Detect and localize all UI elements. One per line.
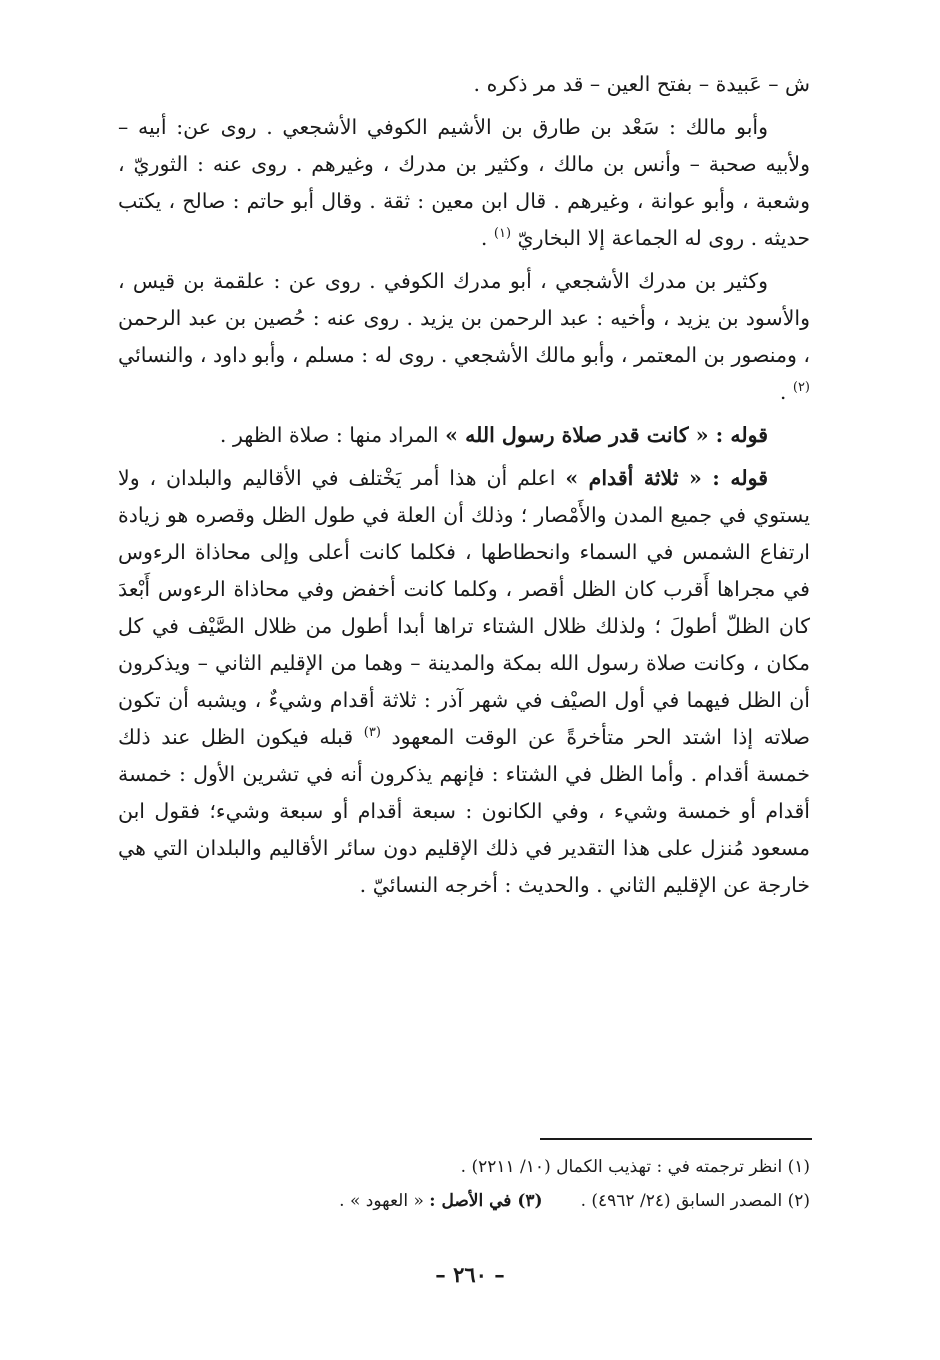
- footnote-3: [339, 1184, 542, 1218]
- paragraph-4-heading: قوله : « كانت قدر صلاة رسول الله »: [445, 423, 768, 447]
- footnote-ref-1: (١): [493, 226, 512, 242]
- paragraph-2: [118, 109, 810, 257]
- paragraph-2-end: .: [480, 226, 494, 250]
- footnote-ref-2: (٢): [792, 380, 810, 396]
- paragraph-3: [118, 263, 810, 411]
- paragraph-4-text: المراد منها : صلاة الظهر .: [219, 423, 446, 447]
- page-number: – ٢٦٠ –: [435, 1262, 505, 1287]
- footnote-3-label: (٣) في الأصل :: [429, 1191, 543, 1211]
- paragraph-5: [118, 460, 810, 904]
- paragraph-4: [118, 417, 810, 454]
- footnote-divider: [540, 1138, 812, 1140]
- main-text: [118, 66, 810, 910]
- paragraph-3-text: وكثير بن مدرك الأشجعي ، أبو مدرك الكوفي . روى عن : علقمة بن قيس ، والأسود بن يزيد ، وأخيه : عبد الرحمن بن يزيد . روى عنه : حُصين بن عبد الرحمن ، ومنصور بن المعتمر ، وأبو مالك الأشجعي . روى له : مسلم ، وأبو داود ، والنسائي: [118, 269, 810, 367]
- footnote-1: (١) انظر ترجمته في : تهذيب الكمال (١٠/ ٢٢١١) .: [460, 1157, 810, 1177]
- footnote-3-text: « العهود » .: [339, 1191, 430, 1211]
- paragraph-2-text: وأبو مالك : سَعْد بن طارق بن الأشيم الكوفي الأشجعي . روى عن: أبيه – ولأبيه صحبة – وأنس بن مالك ، وكثير بن مدرك ، وغيرهم . روى عنه : الثوريّ ، وشعبة ، وأبو عوانة ، وغيرهم . قال ابن معين : ثقة . وقال أبو حاتم : صالح ، يكتب حديثه . روى له الجماعة إلا البخاريّ: [118, 115, 810, 250]
- footnote-2: (٢) المصدر السابق (٢٤/ ٤٩٦٢) .: [580, 1191, 810, 1211]
- footnote-ref-3: (٣): [363, 725, 381, 741]
- paragraph-5-text-a: اعلم أن هذا أمر يَخْتلف في الأقاليم والبلدان ، ولا يستوي في جميع المدن والأَمْصار ؛ وذلك أن العلة في طول الظل وقصره هو زيادة ارتفاع الشمس في السماء وانحطاطها ، فكلما كانت أعلى وإلى محاذاة الرءوس في مجراها أَقرب كان الظل أقصر ، وكلما كانت أخفض وفي محاذاة الرءوس أَبْعدَ كان الظلّ أطولَ ؛ ولذلك ظلال الشتاء تراها أبدا أطول من ظلال الصَّيْف في كل مكان ، وكانت صلاة رسول الله بمكة والمدينة – وهما من الإقليم الثاني – ويذكرون أن الظل فيهما في أول الصيْف في شهر آذر : ثلاثة أقدام وشيءٌ ، ويشبه أن تكون صلاته إذا اشتد الحر متأخرةً عن الوقت المعهود: [118, 466, 810, 749]
- footnote-row-2-3: [118, 1184, 810, 1218]
- paragraph-1-text: ش – عَبيدة – بفتح العين – قد مر ذكره .: [473, 72, 810, 96]
- paragraph-5-heading: قوله : « ثلاثة أقدام »: [565, 466, 768, 490]
- footnotes: [118, 1150, 810, 1218]
- paragraph-1: [118, 66, 810, 103]
- paragraph-5-text-b: قبله فيكون الظل عند ذلك خمسة أقدام . وأما الظل في الشتاء : فإنهم يذكرون أنه في تشرين الأول : خمسة أقدام أو خمسة وشيء ، وفي الكانون : سبعة أقدام أو سبعة وشيء؛ فقول ابن مسعود مُنزل على هذا التقدير في ذلك الإقليم دون سائر الأقاليم والبلدان التي هي خارجة عن الإقليم الثاني . والحديث : أخرجه النسائيّ .: [118, 725, 810, 897]
- paragraph-3-end: .: [779, 380, 793, 404]
